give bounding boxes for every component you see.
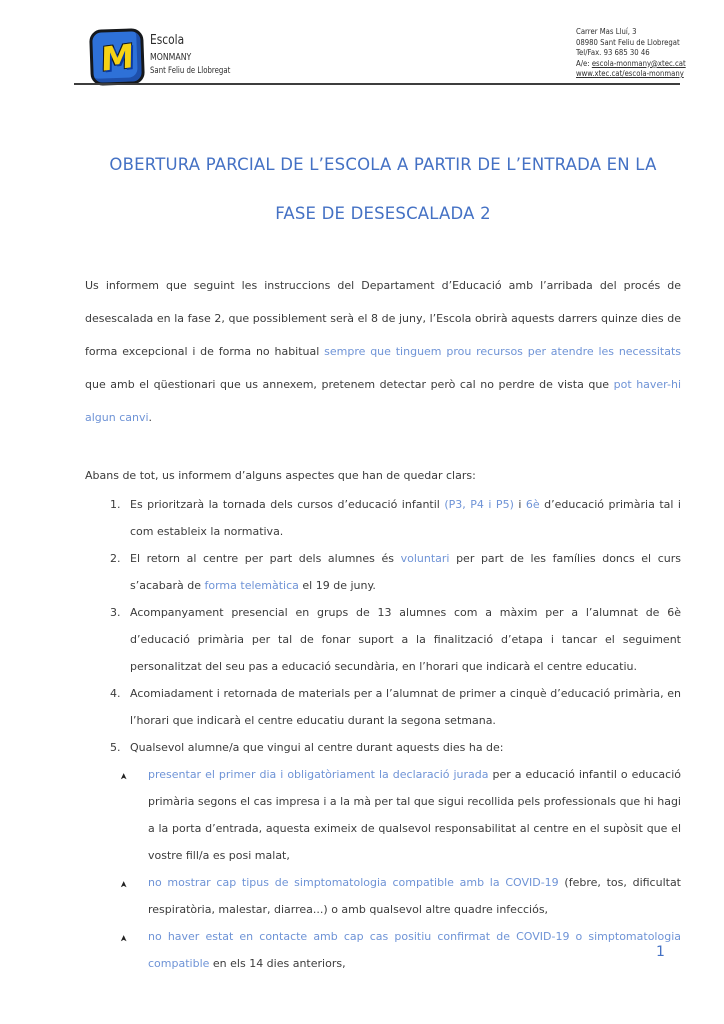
list-item-text <box>130 491 681 545</box>
school-name: Escola <box>150 33 185 48</box>
text-segment: Us informem que seguint les instruccions del Departament d’Educació amb l’arribada del procés de desescalada en la fase 2, que possiblement serà el 8 de juny, l’Escola obrirà aquests darrers quinze dies de forma excepcional i de forma no habitual <box>85 279 681 358</box>
sub-bullet <box>85 923 681 977</box>
text-segment: El retorn al centre per part dels alumnes és <box>130 552 401 565</box>
list-item-number: 2. <box>110 552 121 565</box>
page-title-line1: OBERTURA PARCIAL DE L’ESCOLA A PARTIR DE L’ENTRADA EN LA <box>109 155 657 174</box>
text-segment: per a educació infantil o educació primària segons el cas impresa i a la mà per tal que sigui recollida pels professionals que hi hagi a la porta d’entrada, aquesta eximeix de qualsevol responsabilitat al centre en el supòsit que el vostre fill/a es posi malat, <box>148 768 681 862</box>
email-link[interactable]: escola-monmany@xtec.cat <box>591 58 686 68</box>
list-item-number: 3. <box>110 606 121 619</box>
text-segment: per part de les famílies doncs el curs s’acabarà de <box>130 552 681 592</box>
school-name-block <box>150 33 230 76</box>
list-item <box>85 545 681 599</box>
list-item-number: 1. <box>110 498 121 511</box>
address-email-line <box>576 59 723 70</box>
numbered-list <box>85 491 681 977</box>
text-segment-highlight: sempre que tinguem prou recursos per atendre les necessitats <box>324 345 681 358</box>
text-segment-highlight: presentar el primer dia i obligatòriament la declaració jurada <box>148 768 489 781</box>
text-segment-highlight: no mostrar cap tipus de simptomatologia compatible amb la COVID-19 <box>148 876 559 889</box>
sub-bullet <box>85 761 681 869</box>
intro-paragraph <box>85 269 681 434</box>
sub-bullet <box>85 869 681 923</box>
address-phone: Tel/Fax. 93 685 30 46 <box>576 48 650 57</box>
clarification-intro-line: Abans de tot, us informem d’alguns aspectes que han de quedar clars: <box>85 469 476 482</box>
list-item-text: Qualsevol alumne/a que vingui al centre durant aquests dies ha de: <box>130 741 504 754</box>
email-prefix: A/e: <box>576 58 592 68</box>
text-segment-highlight: forma telemàtica <box>204 579 299 592</box>
sub-bullet-text <box>148 869 681 923</box>
page-title <box>85 140 681 238</box>
school-subname: MONMANY <box>150 52 192 63</box>
list-item <box>85 599 681 680</box>
school-logo <box>89 28 145 86</box>
sub-bullet-text <box>148 923 681 977</box>
text-segment-highlight: pot haver-hi algun canvi <box>85 378 681 424</box>
text-segment: el 19 de juny. <box>298 579 376 592</box>
page-title-line2: FASE DE DESESCALADA 2 <box>275 204 491 223</box>
text-segment: i <box>513 498 526 511</box>
address-street: Carrer Mas Lluí, 3 <box>576 27 637 36</box>
address-city: 08980 Sant Feliu de Llobregat <box>576 37 680 47</box>
page-number: 1 <box>656 944 665 960</box>
document-body <box>85 269 681 977</box>
list-item <box>85 491 681 545</box>
list-item <box>85 734 681 761</box>
school-city: Sant Feliu de Llobregat <box>150 66 231 76</box>
list-item-text <box>130 545 681 599</box>
list-item-number: 4. <box>110 687 121 700</box>
text-segment-highlight: (P3, P4 i P5) <box>444 498 514 511</box>
list-item <box>85 680 681 734</box>
arrow-bullet-icon: ➤ <box>119 934 130 943</box>
list-item-number: 5. <box>110 741 121 754</box>
text-segment-highlight: 6è <box>525 498 540 511</box>
address-block <box>576 27 723 80</box>
text-segment: que amb el qüestionari que us annexem, pretenem detectar però cal no perdre de vista que <box>85 378 614 391</box>
school-logo-letter: M <box>100 35 134 79</box>
text-segment: Es prioritzarà la tornada dels cursos d’educació infantil <box>130 498 445 511</box>
text-segment: d’educació primària tal i com estableix la normativa. <box>130 498 681 538</box>
arrow-bullet-icon: ➤ <box>119 880 130 889</box>
arrow-bullet-icon: ➤ <box>119 772 130 781</box>
website-link[interactable]: www.xtec.cat/escola-monmany <box>576 69 684 78</box>
header-divider <box>74 83 680 85</box>
text-segment-highlight: voluntari <box>400 552 450 565</box>
text-segment-highlight: no haver estat en contacte amb cap cas positiu confirmat de COVID-19 o simptomatologia compatible <box>148 930 681 970</box>
sub-bullet-text <box>148 761 681 869</box>
text-segment: . <box>148 411 153 424</box>
list-item-text: Acomiadament i retornada de materials per a l’alumnat de primer a cinquè d’educació primària, en l’horari que indicarà el centre educatiu durant la segona setmana. <box>130 687 681 727</box>
text-segment: (febre, tos, dificultat respiratòria, malestar, diarrea...) o amb qualsevol altre quadre infecciós, <box>148 876 681 916</box>
list-item-text: Acompanyament presencial en grups de 13 alumnes com a màxim per a l’alumnat de 6è d’educació primària per tal de fonar suport a la finalització d’etapa i tancar el seguiment personalitzat del seu pas a educació secundària, en l’horari que indicarà el centre educatiu. <box>130 606 681 673</box>
text-segment: en els 14 dies anteriors, <box>209 957 346 970</box>
